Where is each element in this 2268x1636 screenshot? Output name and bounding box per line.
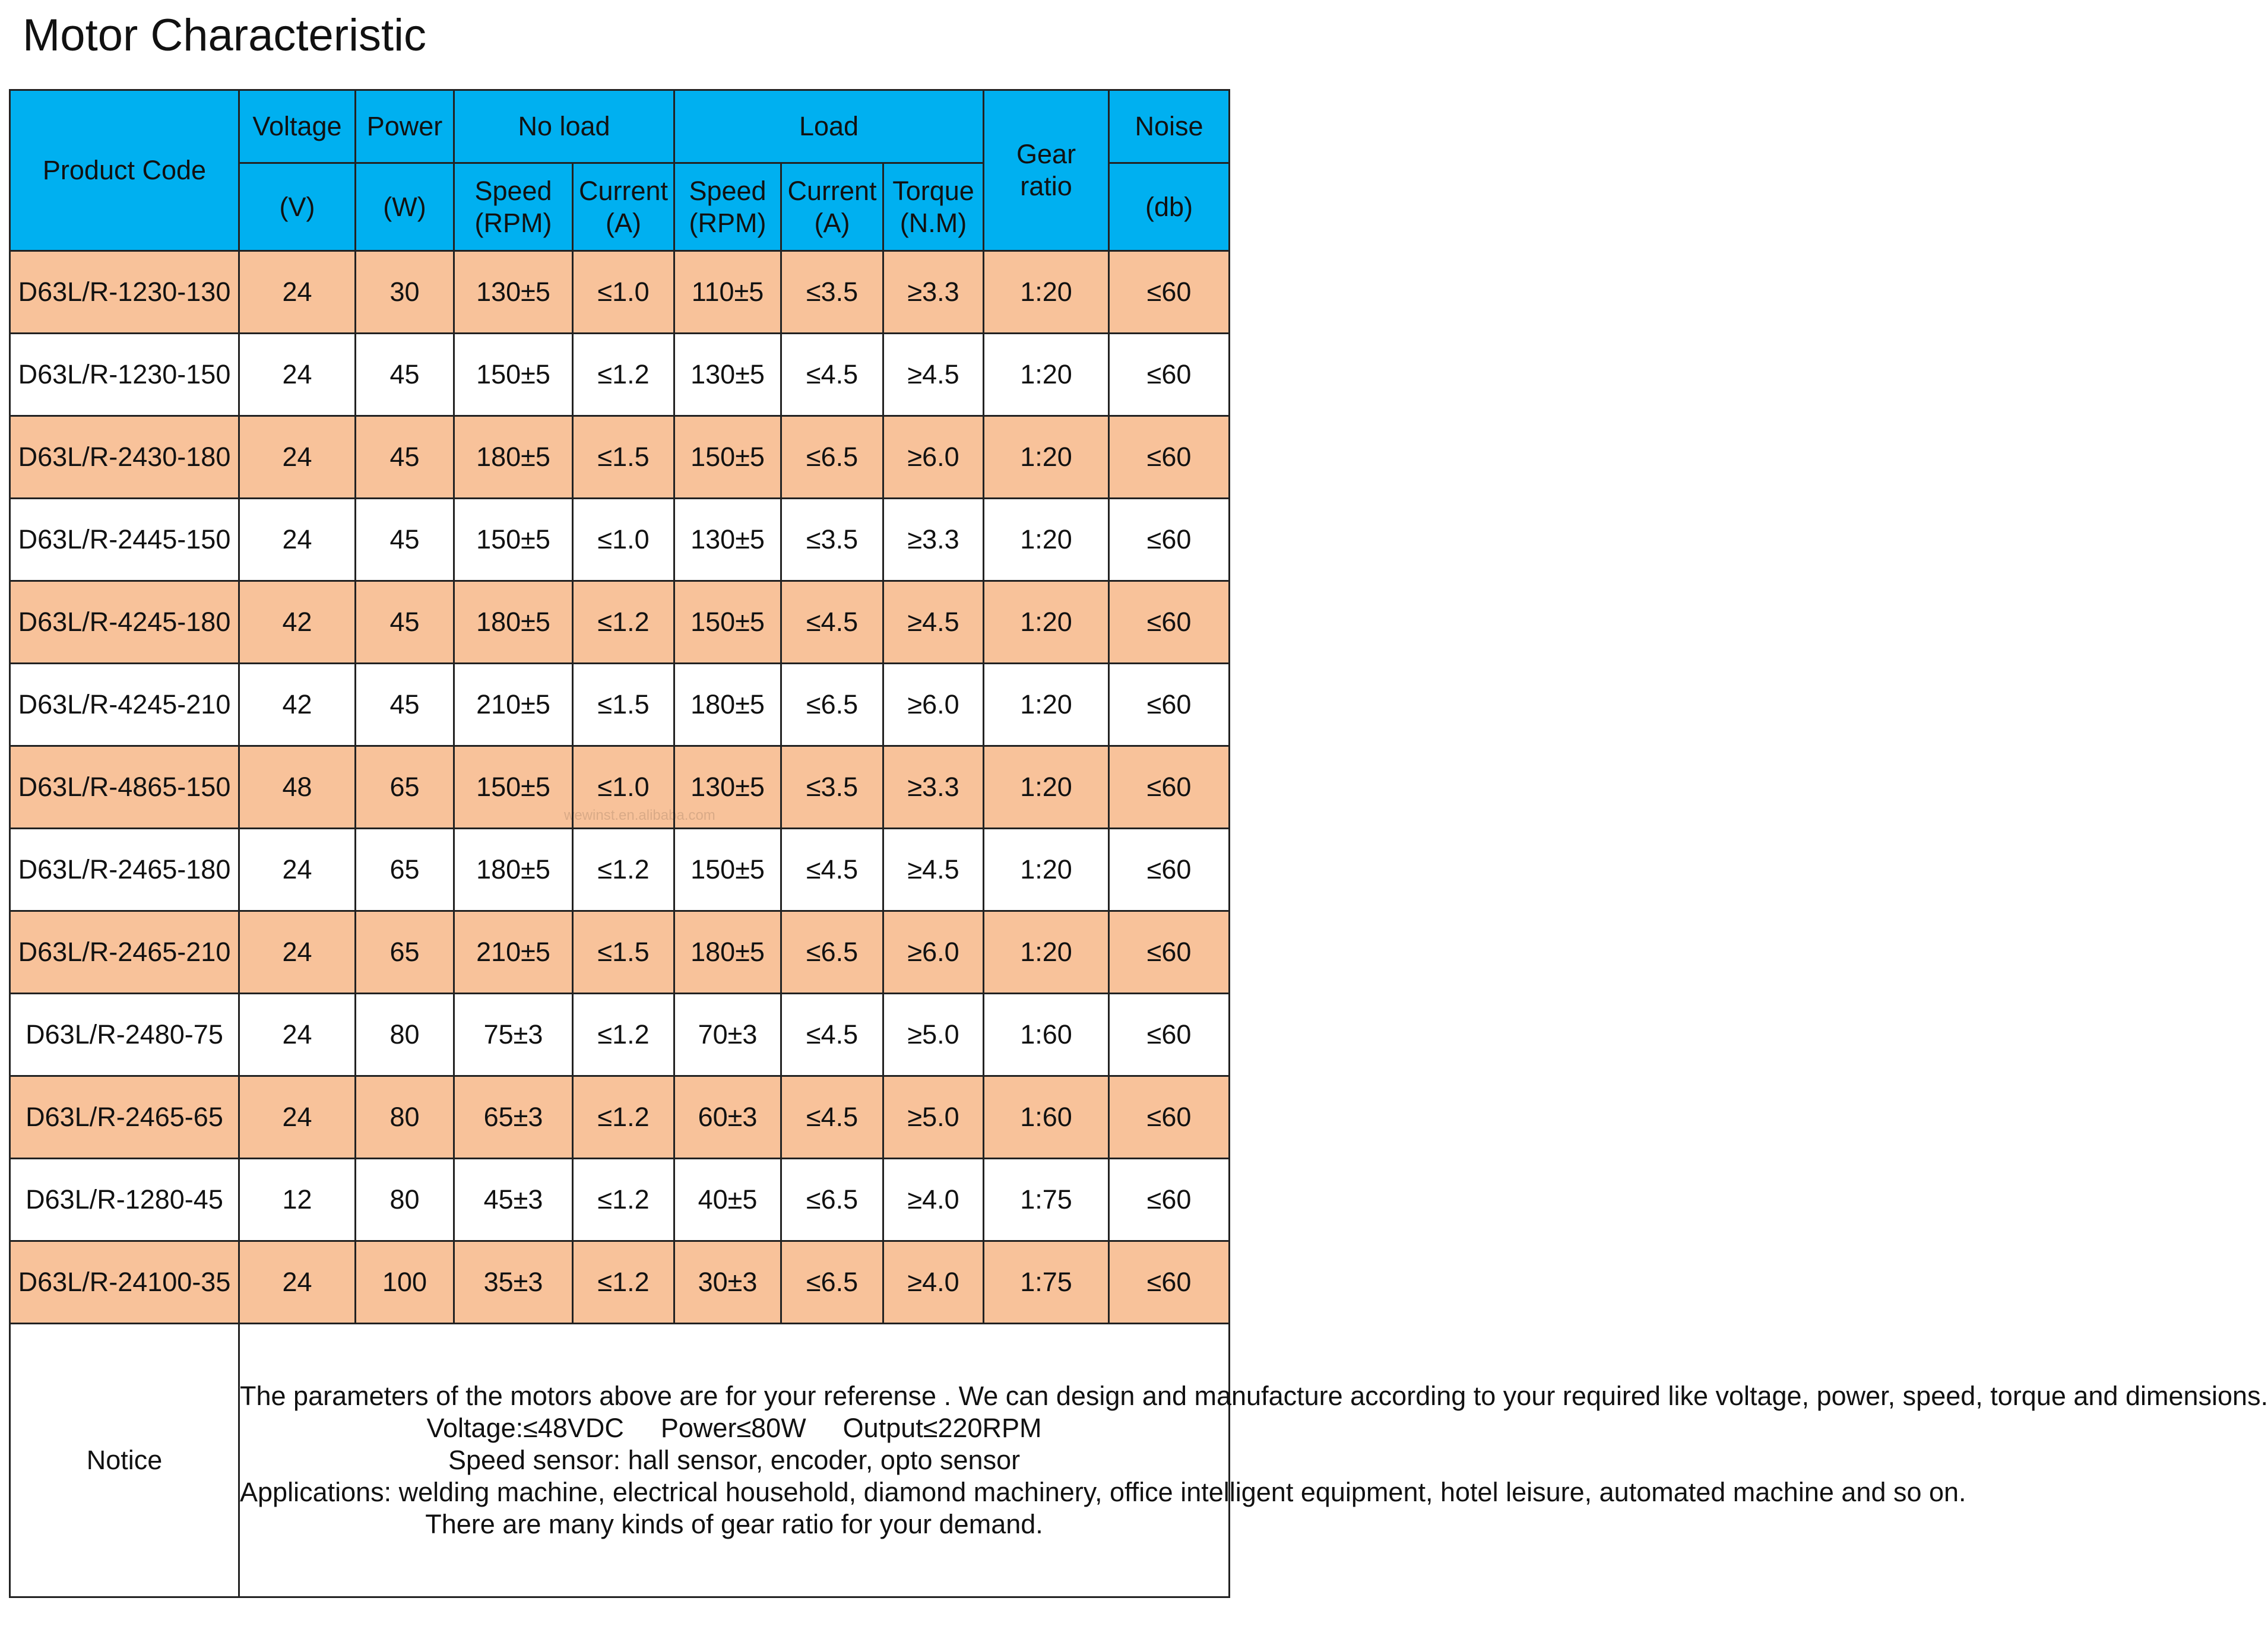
table-row	[10, 664, 1230, 746]
cell-nl-current: ≤1.5	[573, 664, 674, 746]
cell-l-speed: 180±5	[674, 911, 781, 994]
cell-power: 80	[356, 1159, 454, 1241]
cell-product-code: D63L/R-1230-130	[10, 251, 239, 334]
table-row	[10, 416, 1230, 499]
cell-l-current: ≤4.5	[781, 334, 883, 416]
notice-label: Notice	[10, 1324, 239, 1597]
header-load: Load	[674, 90, 984, 163]
cell-power: 45	[356, 499, 454, 581]
cell-l-speed: 130±5	[674, 499, 781, 581]
cell-nl-speed: 35±3	[454, 1241, 573, 1324]
cell-l-current: ≤4.5	[781, 829, 883, 911]
notice-sensor: Speed sensor: hall sensor, encoder, opto sensor	[448, 1445, 1021, 1475]
notice-text	[239, 1324, 2268, 1597]
cell-power: 45	[356, 334, 454, 416]
table-row	[10, 911, 1230, 994]
cell-nl-speed: 180±5	[454, 416, 573, 499]
cell-gear-ratio: 1:20	[984, 664, 1109, 746]
table-row	[10, 581, 1230, 664]
cell-nl-speed: 150±5	[454, 499, 573, 581]
notice-power: Power≤80W	[660, 1413, 806, 1443]
header-voltage: Voltage	[239, 90, 356, 163]
cell-l-torque: ≥4.5	[883, 829, 984, 911]
cell-power: 100	[356, 1241, 454, 1324]
cell-voltage: 24	[239, 499, 356, 581]
cell-gear-ratio: 1:20	[984, 911, 1109, 994]
cell-l-speed: 110±5	[674, 251, 781, 334]
cell-nl-current: ≤1.0	[573, 499, 674, 581]
table-row	[10, 1241, 1230, 1324]
cell-gear-ratio: 1:20	[984, 416, 1109, 499]
cell-product-code: D63L/R-24100-35	[10, 1241, 239, 1324]
cell-noise: ≤60	[1109, 1241, 1230, 1324]
cell-nl-current: ≤1.2	[573, 1076, 674, 1159]
cell-l-speed: 150±5	[674, 581, 781, 664]
cell-gear-ratio: 1:20	[984, 829, 1109, 911]
cell-voltage: 42	[239, 664, 356, 746]
cell-nl-speed: 210±5	[454, 911, 573, 994]
table-row	[10, 499, 1230, 581]
cell-l-speed: 150±5	[674, 829, 781, 911]
cell-noise: ≤60	[1109, 581, 1230, 664]
header-power-unit: (W)	[356, 163, 454, 251]
header-noise-unit: (db)	[1109, 163, 1230, 251]
motor-spec-table	[9, 89, 2268, 1598]
header-row-1	[10, 90, 1230, 163]
cell-voltage: 42	[239, 581, 356, 664]
cell-l-current: ≤3.5	[781, 499, 883, 581]
notice-row	[10, 1324, 1230, 1597]
table-row	[10, 1076, 1230, 1159]
cell-noise: ≤60	[1109, 664, 1230, 746]
cell-nl-speed: 45±3	[454, 1159, 573, 1241]
cell-noise: ≤60	[1109, 994, 1230, 1076]
header-product-code: Product Code	[10, 90, 239, 251]
cell-power: 65	[356, 829, 454, 911]
cell-noise: ≤60	[1109, 334, 1230, 416]
cell-l-current: ≤6.5	[781, 664, 883, 746]
cell-voltage: 24	[239, 994, 356, 1076]
cell-nl-current: ≤1.5	[573, 416, 674, 499]
cell-l-speed: 130±5	[674, 746, 781, 829]
cell-l-current: ≤4.5	[781, 994, 883, 1076]
cell-nl-speed: 130±5	[454, 251, 573, 334]
cell-l-torque: ≥5.0	[883, 1076, 984, 1159]
cell-power: 80	[356, 994, 454, 1076]
cell-l-torque: ≥4.0	[883, 1159, 984, 1241]
cell-l-speed: 180±5	[674, 664, 781, 746]
watermark: wewinst.en.alibaba.com	[564, 807, 715, 823]
header-l-current: Current (A)	[781, 163, 883, 251]
cell-product-code: D63L/R-4245-180	[10, 581, 239, 664]
cell-l-speed: 30±3	[674, 1241, 781, 1324]
cell-l-speed: 150±5	[674, 416, 781, 499]
cell-l-torque: ≥4.5	[883, 581, 984, 664]
cell-power: 45	[356, 581, 454, 664]
cell-noise: ≤60	[1109, 1076, 1230, 1159]
cell-voltage: 24	[239, 1076, 356, 1159]
page-title: Motor Characteristic	[23, 10, 426, 61]
cell-voltage: 24	[239, 829, 356, 911]
cell-product-code: D63L/R-2465-210	[10, 911, 239, 994]
cell-voltage: 24	[239, 334, 356, 416]
cell-noise: ≤60	[1109, 829, 1230, 911]
cell-voltage: 12	[239, 1159, 356, 1241]
cell-nl-current: ≤1.2	[573, 1241, 674, 1324]
cell-nl-current: ≤1.5	[573, 911, 674, 994]
cell-voltage: 24	[239, 416, 356, 499]
notice-voltage: Voltage:≤48VDC	[426, 1413, 624, 1443]
cell-nl-speed: 75±3	[454, 994, 573, 1076]
cell-nl-current: ≤1.2	[573, 1159, 674, 1241]
cell-l-torque: ≥4.0	[883, 1241, 984, 1324]
header-nl-speed: Speed (RPM)	[454, 163, 573, 251]
cell-noise: ≤60	[1109, 1159, 1230, 1241]
cell-power: 65	[356, 746, 454, 829]
table-row	[10, 334, 1230, 416]
cell-l-current: ≤3.5	[781, 746, 883, 829]
table-row	[10, 251, 1230, 334]
cell-l-speed: 60±3	[674, 1076, 781, 1159]
header-noise: Noise	[1109, 90, 1230, 163]
cell-product-code: D63L/R-4245-210	[10, 664, 239, 746]
table-row	[10, 994, 1230, 1076]
cell-nl-current: ≤1.2	[573, 581, 674, 664]
cell-nl-current: ≤1.2	[573, 334, 674, 416]
cell-nl-speed: 150±5	[454, 746, 573, 829]
notice-output: Output≤220RPM	[842, 1413, 1042, 1443]
cell-gear-ratio: 1:20	[984, 251, 1109, 334]
cell-power: 80	[356, 1076, 454, 1159]
cell-noise: ≤60	[1109, 746, 1230, 829]
cell-product-code: D63L/R-2445-150	[10, 499, 239, 581]
cell-l-current: ≤6.5	[781, 416, 883, 499]
cell-l-current: ≤3.5	[781, 251, 883, 334]
header-l-speed: Speed (RPM)	[674, 163, 781, 251]
cell-voltage: 24	[239, 251, 356, 334]
cell-l-speed: 130±5	[674, 334, 781, 416]
cell-noise: ≤60	[1109, 416, 1230, 499]
cell-l-torque: ≥6.0	[883, 416, 984, 499]
header-gear-ratio: Gear ratio	[984, 90, 1109, 251]
cell-gear-ratio: 1:60	[984, 1076, 1109, 1159]
cell-nl-speed: 180±5	[454, 581, 573, 664]
cell-product-code: D63L/R-2430-180	[10, 416, 239, 499]
cell-gear-ratio: 1:20	[984, 746, 1109, 829]
header-power: Power	[356, 90, 454, 163]
cell-nl-speed: 210±5	[454, 664, 573, 746]
cell-l-torque: ≥5.0	[883, 994, 984, 1076]
notice-gear: There are many kinds of gear ratio for your demand.	[425, 1509, 1043, 1539]
cell-voltage: 24	[239, 1241, 356, 1324]
cell-product-code: D63L/R-2465-180	[10, 829, 239, 911]
cell-gear-ratio: 1:20	[984, 581, 1109, 664]
cell-gear-ratio: 1:60	[984, 994, 1109, 1076]
cell-l-torque: ≥3.3	[883, 251, 984, 334]
cell-nl-current: ≤1.0	[573, 251, 674, 334]
cell-power: 45	[356, 664, 454, 746]
header-nl-current: Current (A)	[573, 163, 674, 251]
cell-power: 65	[356, 911, 454, 994]
header-no-load: No load	[454, 90, 674, 163]
notice-applications: Applications: welding machine, electrical household, diamond machinery, office intelligent equipment, hotel leisure, automated machine and so on.	[240, 1477, 1966, 1507]
cell-product-code: D63L/R-1280-45	[10, 1159, 239, 1241]
cell-l-current: ≤4.5	[781, 1076, 883, 1159]
cell-l-torque: ≥6.0	[883, 911, 984, 994]
cell-l-torque: ≥4.5	[883, 334, 984, 416]
cell-nl-current: ≤1.0	[573, 746, 674, 829]
cell-l-torque: ≥3.3	[883, 746, 984, 829]
cell-l-current: ≤6.5	[781, 911, 883, 994]
notice-line-1: The parameters of the motors above are for your referense . We can design and manufacture according to your required like voltage, power, speed, torque and dimensions.	[240, 1381, 2268, 1411]
cell-nl-speed: 65±3	[454, 1076, 573, 1159]
cell-gear-ratio: 1:20	[984, 499, 1109, 581]
cell-nl-current: ≤1.2	[573, 994, 674, 1076]
cell-l-speed: 70±3	[674, 994, 781, 1076]
cell-voltage: 24	[239, 911, 356, 994]
cell-power: 30	[356, 251, 454, 334]
cell-l-speed: 40±5	[674, 1159, 781, 1241]
cell-noise: ≤60	[1109, 911, 1230, 994]
cell-l-current: ≤6.5	[781, 1241, 883, 1324]
cell-gear-ratio: 1:75	[984, 1159, 1109, 1241]
cell-nl-current: ≤1.2	[573, 829, 674, 911]
cell-l-torque: ≥6.0	[883, 664, 984, 746]
table-row	[10, 1159, 1230, 1241]
header-voltage-unit: (V)	[239, 163, 356, 251]
cell-noise: ≤60	[1109, 499, 1230, 581]
table-row	[10, 829, 1230, 911]
cell-gear-ratio: 1:20	[984, 334, 1109, 416]
cell-product-code: D63L/R-4865-150	[10, 746, 239, 829]
cell-voltage: 48	[239, 746, 356, 829]
cell-nl-speed: 150±5	[454, 334, 573, 416]
cell-l-current: ≤6.5	[781, 1159, 883, 1241]
cell-product-code: D63L/R-1230-150	[10, 334, 239, 416]
cell-l-torque: ≥3.3	[883, 499, 984, 581]
cell-gear-ratio: 1:75	[984, 1241, 1109, 1324]
cell-power: 45	[356, 416, 454, 499]
cell-product-code: D63L/R-2480-75	[10, 994, 239, 1076]
header-l-torque: Torque (N.M)	[883, 163, 984, 251]
cell-l-current: ≤4.5	[781, 581, 883, 664]
cell-product-code: D63L/R-2465-65	[10, 1076, 239, 1159]
cell-noise: ≤60	[1109, 251, 1230, 334]
cell-nl-speed: 180±5	[454, 829, 573, 911]
